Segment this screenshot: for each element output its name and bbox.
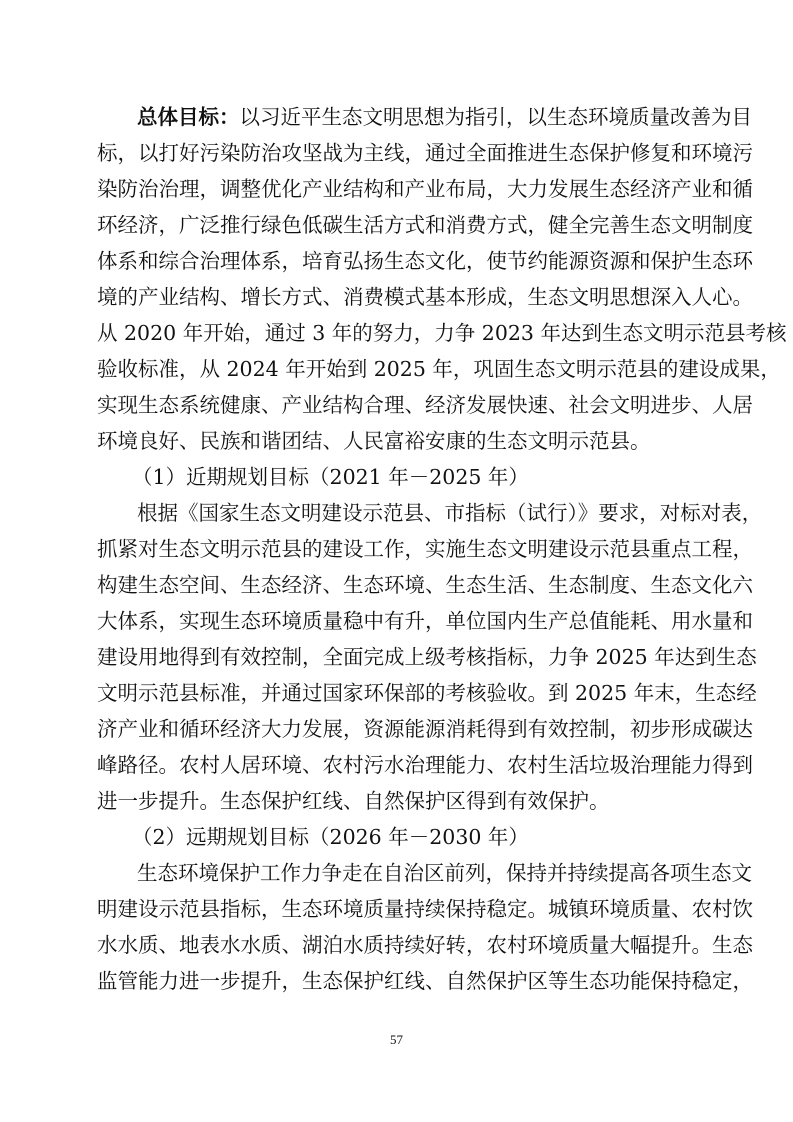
near-line-3: 构建生态空间、生态经济、生态环境、生态生活、生态制度、生态文化六 xyxy=(97,573,753,597)
near-line-8: 峰路径。农村人居环境、农村污水治理能力、农村生活垃圾治理能力得到 xyxy=(97,753,753,777)
near-line-2: 抓紧对生态文明示范县的建设工作，实施生态文明建设示范县重点工程， xyxy=(97,537,753,561)
overall-line-5: 体系和综合治理体系，培育弘扬生态文化，使节约能源资源和保护生态环 xyxy=(97,249,753,273)
overall-line-4: 环经济，广泛推行绿色低碳生活方式和消费方式，健全完善生态文明制度 xyxy=(97,213,753,237)
far-line-4: 监管能力进一步提升，生态保护红线、自然保护区等生态功能保持稳定， xyxy=(97,969,753,993)
far-line-3: 水水质、地表水水质、湖泊水质持续好转，农村环境质量大幅提升。生态 xyxy=(97,933,753,957)
near-line-4: 大体系，实现生态环境质量稳中有升，单位国内生产总值能耗、用水量和 xyxy=(97,609,753,633)
far-line-1: 生态环境保护工作力争走在自治区前列，保持并持续提高各项生态文 xyxy=(137,861,752,885)
overall-line-7: 从 2020 年开始，通过 3 年的努力，力争 2023 年达到生态文明示范县考核 xyxy=(97,321,787,345)
overall-line-10: 环境良好、民族和谐团结、人民富裕安康的生态文明示范县。 xyxy=(97,429,651,453)
near-term-heading: （1）近期规划目标（2021 年－2025 年） xyxy=(132,465,529,489)
near-line-1: 根据《国家生态文明建设示范县、市指标（试行）》要求，对标对表， xyxy=(137,501,763,525)
long-term-heading: （2）远期规划目标（2026 年－2030 年） xyxy=(132,825,529,849)
overall-line-1-text: 以习近平生态文明思想为指引，以生态环境质量改善为目 xyxy=(239,105,752,129)
overall-line-6: 境的产业结构、增长方式、消费模式基本形成，生态文明思想深入人心。 xyxy=(97,285,753,309)
overall-line-1 xyxy=(137,99,752,135)
overall-line-9: 实现生态系统健康、产业结构合理、经济发展快速、社会文明进步、人居 xyxy=(97,393,753,417)
overall-label: 总体目标： xyxy=(137,105,240,129)
near-line-9: 进一步提升。生态保护红线、自然保护区得到有效保护。 xyxy=(97,789,610,813)
far-line-2: 明建设示范县指标，生态环境质量持续保持稳定。城镇环境质量、农村饮 xyxy=(97,897,753,921)
near-line-5: 建设用地得到有效控制，全面完成上级考核指标，力争 2025 年达到生态 xyxy=(97,645,757,669)
overall-line-3: 染防治治理，调整优化产业结构和产业布局，大力发展生态经济产业和循 xyxy=(97,177,753,201)
near-line-6: 文明示范县标准，并通过国家环保部的考核验收。到 2025 年末，生态经 xyxy=(97,681,757,705)
overall-line-2: 标，以打好污染防治攻坚战为主线，通过全面推进生态保护修复和环境污 xyxy=(97,141,753,165)
overall-line-8: 验收标准，从 2024 年开始到 2025 年，巩固生态文明示范县的建设成果， xyxy=(97,357,781,381)
page-number: 57 xyxy=(390,1032,403,1047)
near-line-7: 济产业和循环经济大力发展，资源能源消耗得到有效控制，初步形成碳达 xyxy=(97,717,753,741)
